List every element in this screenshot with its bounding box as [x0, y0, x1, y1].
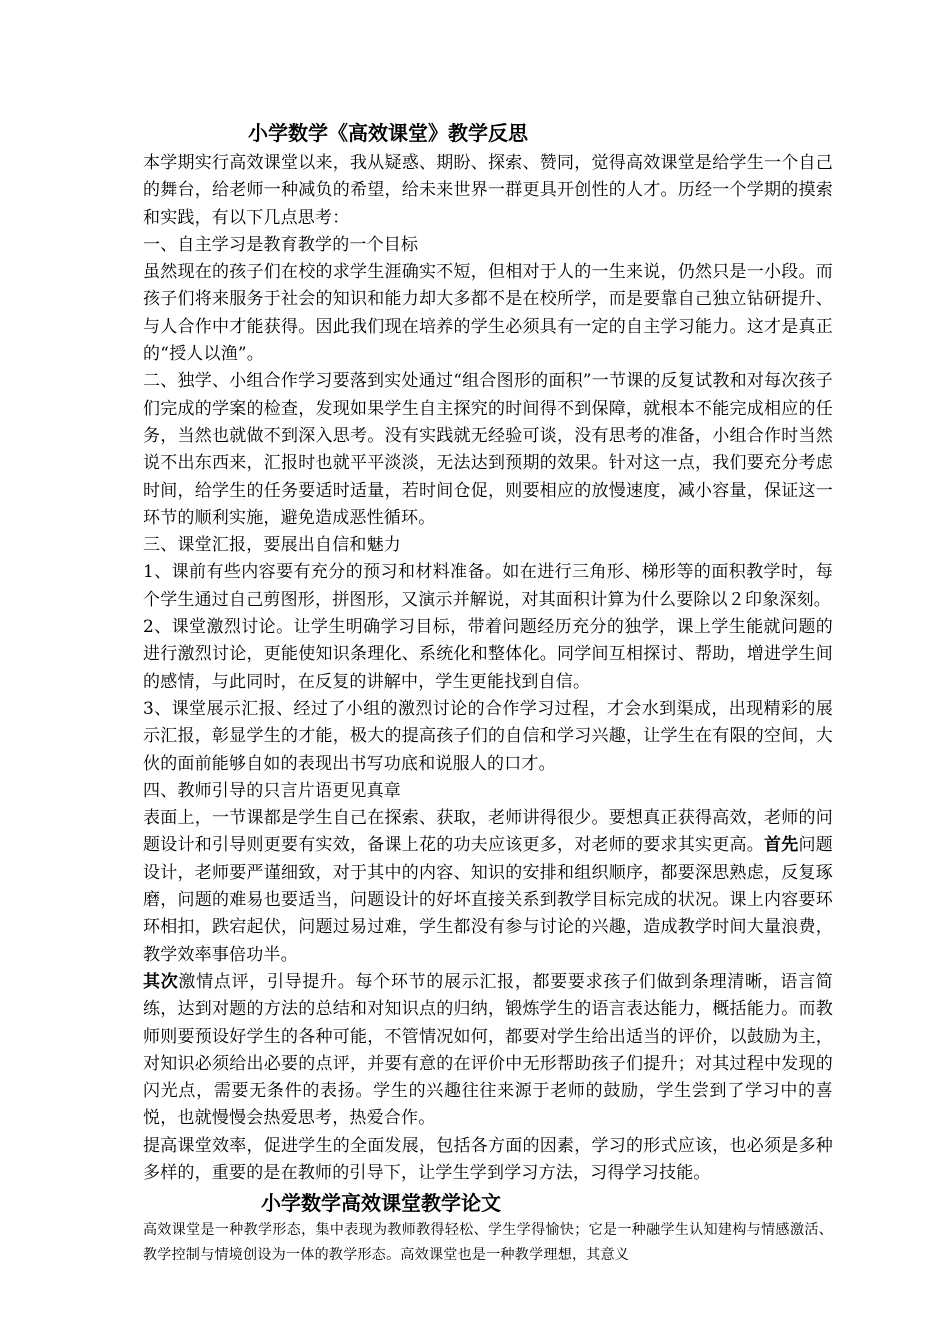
section-3-item-1: 1、课前有些内容要有充分的预习和材料准备。如在进行三角形、梯形等的面积教学时，每个学生通过自己剪图形，拼图形，又演示并解说，对其面积计算为什么要除以２印象深刻。 [143, 562, 833, 610]
section-4-heading: 四、教师引导的只言片语更见真章 [143, 780, 401, 801]
section-4-p1-rest: 问题设计，老师要严谨细致，对于其中的内容、知识的安排和组织顺序，都要深思熟虑，反复琢磨，问题的难易也要适当，问题设计的好坏直接关系到教学目标完成的状况。课上内容要环环相扣，跌宕起伏，问题过易过难，学生都没有参与讨论的兴趣，造成教学时间大量浪费，教学效率事倍功半。 [143, 835, 833, 965]
conclusion-paragraph: 提高课堂效率，促进学生的全面发展，包括各方面的因素，学习的形式应该，也必须是多种多样的，重要的是在教师的引导下，让学生学到学习方法，习得学习技能。 [143, 1135, 833, 1183]
essay-title: 小学数学高效课堂教学论文 [261, 1191, 501, 1216]
section-3-item-2: 2、课堂激烈讨论。让学生明确学习目标，带着问题经历充分的独学，课上学生能就问题的进行激烈讨论，更能使知识条理化、系统化和整体化。同学间互相探讨、帮助，增进学生间的感情，与此同时，在反复的讲解中，学生更能找到自信。 [143, 617, 833, 692]
section-4-p1-intro: 表面上，一节课都是学生自己在探索、获取，老师讲得很少。要想真正获得高效，老师的问题设计和引导则更要有实效，备课上花的功夫应该更多，对老师的要求其实更高。 [143, 808, 833, 856]
second-emphasis: 其次 [143, 971, 179, 992]
section-1-body: 虽然现在的孩子们在校的求学生涯确实不短，但相对于人的一生来说，仍然只是一小段。而孩子们将来服务于社会的知识和能力却大多都不是在校所学，而是要靠自己独立钻研提升、与人合作中才能获得。因此我们现在培养的学生必须具有一定的自主学习能力。这才是真正的“授人以渔”。 [143, 262, 833, 365]
section-2-body: 二、独学、小组合作学习要落到实处通过“组合图形的面积”一节课的反复试教和对每次孩子们完成的学案的检查，发现如果学生自主探究的时间得不到保障，就根本不能完成相应的任务，当然也就做不到深入思考。没有实践就无经验可谈，没有思考的准备，小组合作时当然说不出东西来，汇报时也就平平淡淡，无法达到预期的效果。针对这一点，我们要充分考虑时间，给学生的任务要适时适量，若时间仓促，则要相应的放慢速度，减小容量，保证这一环节的顺利实施，避免造成恶性循环。 [143, 371, 833, 528]
section-3-item-3: 3、课堂展示汇报、经过了小组的激烈讨论的合作学习过程，才会水到渠成，出现精彩的展示汇报，彰显学生的才能，极大的提高孩子们的自信和学习兴趣，让学生在有限的空间，大伙的面前能够自如的表现出书写功底和说服人的口才。 [143, 698, 833, 774]
first-emphasis: 首先 [764, 835, 799, 856]
section-4-paragraph-1 [143, 805, 833, 969]
essay-paragraph-1: 高效课堂是一种教学形态，集中表现为教师教得轻松、学生学得愉快；它是一种融学生认知建构与情感激活、教学控制与情境创设为一体的教学形态。高效课堂也是一种教学理想，其意义 [143, 1222, 833, 1264]
section-1-heading: 一、自主学习是教育教学的一个目标 [143, 234, 419, 255]
section-4-p2-rest: 激情点评，引导提升。每个环节的展示汇报，都要要求孩子们做到条理清晰，语言简练，达到对题的方法的总结和对知识点的归纳，锻炼学生的语言表达能力，概括能力。而教师则要预设好学生的各种可能，不管情况如何，都要对学生给出适当的评价，以鼓励为主，对知识必须给出必要的点评，并要有意的在评价中无形帮助孩子们提升；对其过程中发现的闪光点，需要无条件的表扬。学生的兴趣往往来源于老师的鼓励，学生尝到了学习中的喜悦，也就慢慢会热爱思考，热爱合作。 [143, 971, 833, 1129]
section-4-paragraph-2 [143, 969, 833, 1133]
document-page [143, 116, 833, 1268]
section-3-heading: 三、课堂汇报，要展出自信和魅力 [143, 535, 401, 556]
intro-paragraph: 本学期实行高效课堂以来，我从疑惑、期盼、探索、赞同，觉得高效课堂是给学生一个自己的舞台，给老师一种减负的希望，给未来世界一群更具开创性的人才。历经一个学期的摸索和实践，有以下几点思考： [143, 153, 833, 228]
document-title: 小学数学《高效课堂》教学反思 [248, 121, 528, 145]
